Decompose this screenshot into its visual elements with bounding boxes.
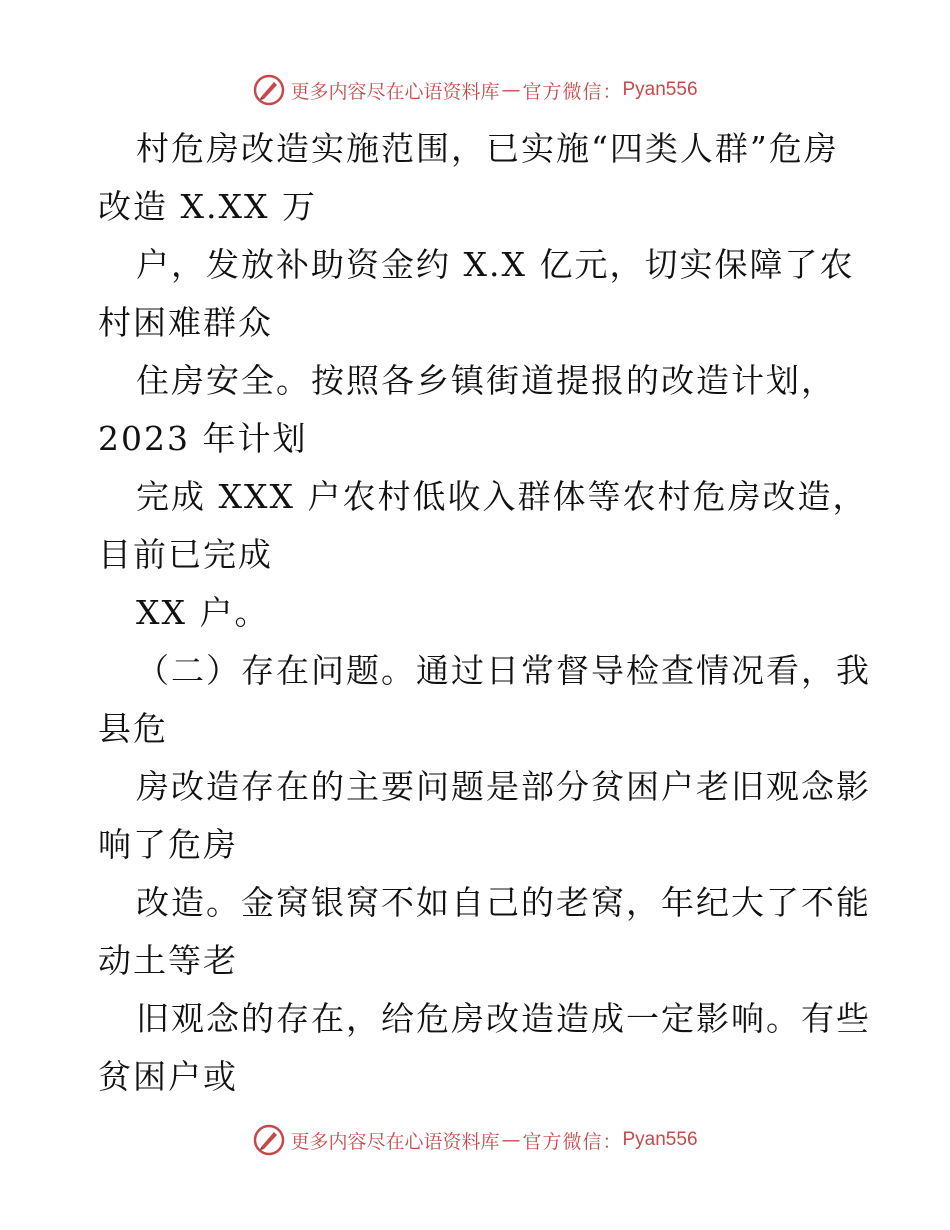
body-text (98, 120, 871, 1106)
footer-watermark-banner (0, 1120, 950, 1160)
text-line: 改造。金窝银窝不如自己的老窝，年纪大了不能 (136, 883, 871, 922)
header-watermark-banner (0, 70, 950, 110)
text-line: 住房安全。按照各乡镇街道提报的改造计划， (136, 361, 836, 400)
brand-logo-icon (252, 73, 286, 107)
text-line: 村危房改造实施范围，已实施“四类人群”危房 (136, 129, 839, 168)
banner-dash: — (501, 79, 521, 101)
banner-site-name: 更多内容尽在心语资料库 (290, 1130, 500, 1153)
banner-wechat-label: 官方微信： (522, 1130, 623, 1153)
brand-logo-icon (252, 1123, 286, 1157)
text-line: 完成 XXX 户农村低收入群体等农村危房改造， (136, 477, 868, 516)
text-line: 村困难群众 (98, 303, 273, 342)
text-line: 贫困户或 (98, 1057, 238, 1096)
text-line: 动土等老 (98, 941, 238, 980)
text-line: 房改造存在的主要问题是部分贫困户老旧观念影 (136, 767, 871, 806)
text-line: 2023 年计划 (98, 419, 308, 458)
text-line: 响了危房 (98, 825, 238, 864)
banner-wechat-id: Pyan556 (622, 1129, 698, 1150)
text-line: 户，发放补助资金约 X.X 亿元，切实保障了农 (136, 245, 855, 284)
text-line: 旧观念的存在，给危房改造造成一定影响。有些 (136, 999, 871, 1038)
banner-wechat-id: Pyan556 (622, 79, 698, 100)
banner-dash: — (501, 1129, 521, 1151)
text-line: 目前已完成 (98, 535, 273, 574)
text-line: XX 户。 (136, 593, 270, 632)
text-line: 县危 (98, 709, 168, 748)
text-line: （二）存在问题。通过日常督导检查情况看，我 (136, 651, 871, 690)
banner-wechat-label: 官方微信： (522, 80, 623, 103)
banner-site-name: 更多内容尽在心语资料库 (290, 80, 500, 103)
text-line: 改造 X.XX 万 (98, 187, 317, 226)
